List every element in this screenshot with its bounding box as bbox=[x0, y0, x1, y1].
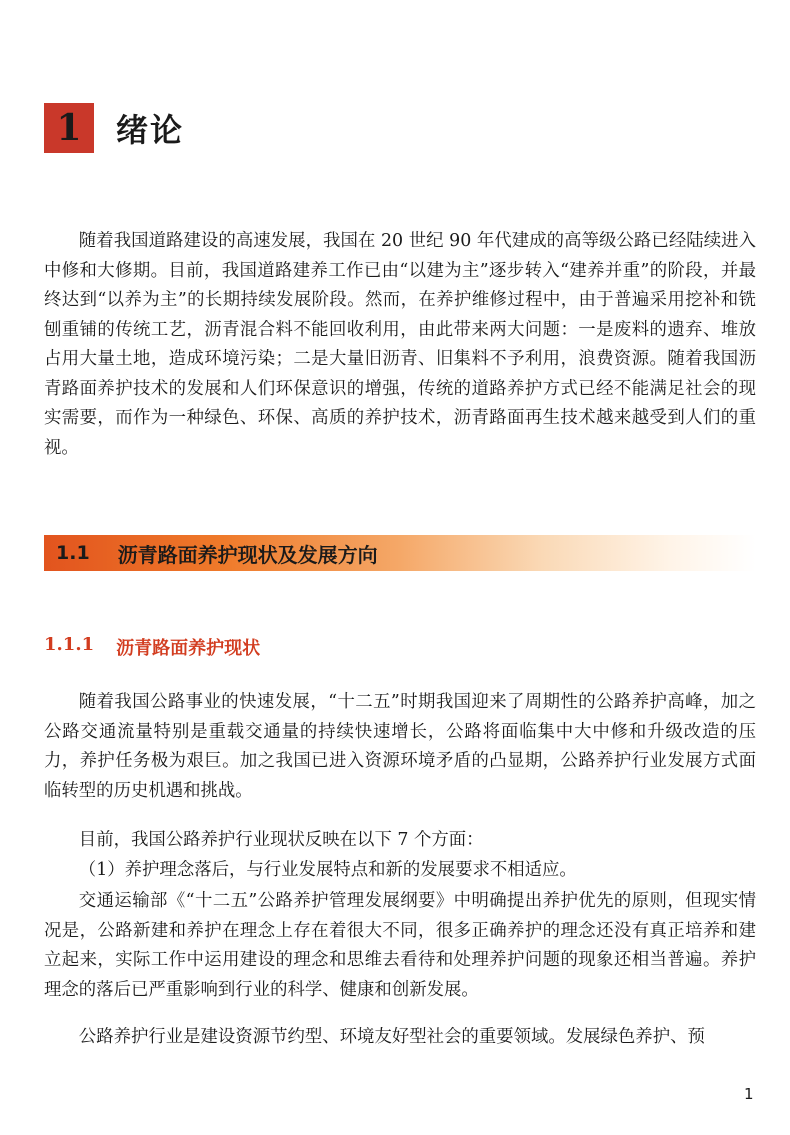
section-heading-bar bbox=[44, 535, 756, 571]
page-number: 1 bbox=[744, 1085, 754, 1103]
body-paragraph: 公路养护行业是建设资源节约型、环境友好型社会的重要领域。发展绿色养护、预 bbox=[78, 1027, 705, 1047]
section-number: 1.1 bbox=[56, 542, 90, 564]
chapter-title: 绪论 bbox=[116, 111, 185, 149]
subsection-number: 1.1.1 bbox=[44, 634, 95, 655]
section-title: 沥青路面养护现状及发展方向 bbox=[117, 542, 378, 567]
body-paragraph: 目前，我国公路养护行业现状反映在以下 7 个方面： bbox=[78, 830, 484, 850]
subsection-title: 沥青路面养护现状 bbox=[116, 638, 261, 659]
intro-paragraph: 随着我国道路建设的高速发展，我国在 20 世纪 90 年代建成的高等级公路已经陆续进入中修和大修期。目前，我国道路建养工作已由“以建为主”逐步转入“建养并重”的阶段，并最终达到“以养为主”的长期持续发展阶段。然而，在养护维修过程中，由于普遍采用挖补和铣刨重铺的传统工艺，沥青混合料不能回收利用，由此带来两大问题：一是废料的遗弃、堆放占用大量土地，造成环境污染；二是大量旧沥青、旧集料不予利用，浪费资源。随着我国沥青路面养护技术的发展和人们环保意识的增强，传统的道路养护方式已经不能满足社会的现实需要，而作为一种绿色、环保、高质的养护技术，沥青路面再生技术越来越受到人们的重视。 bbox=[44, 231, 756, 458]
subsection-heading bbox=[44, 634, 260, 660]
body-paragraph: 交通运输部《“十二五”公路养护管理发展纲要》中明确提出养护优先的原则，但现实情况是，公路新建和养护在理念上存在着很大不同，很多正确养护的理念还没有真正培养和建立起来，实际工作中运用建设的理念和思维去看待和处理养护问题的现象还相当普遍。养护理念的落后已严重影响到行业的科学、健康和创新发展。 bbox=[44, 891, 756, 1000]
body-paragraph: （1）养护理念落后，与行业发展特点和新的发展要求不相适应。 bbox=[78, 860, 577, 880]
chapter-header bbox=[44, 103, 184, 153]
chapter-number: 1 bbox=[44, 103, 94, 153]
body-paragraph: 随着我国公路事业的快速发展，“十二五”时期我国迎来了周期性的公路养护高峰，加之公路交通流量特别是重载交通量的持续快速增长，公路将面临集中大中修和升级改造的压力，养护任务极为艰巨。加之我国已进入资源环境矛盾的凸显期，公路养护行业发展方式面临转型的历史机遇和挑战。 bbox=[44, 692, 756, 801]
